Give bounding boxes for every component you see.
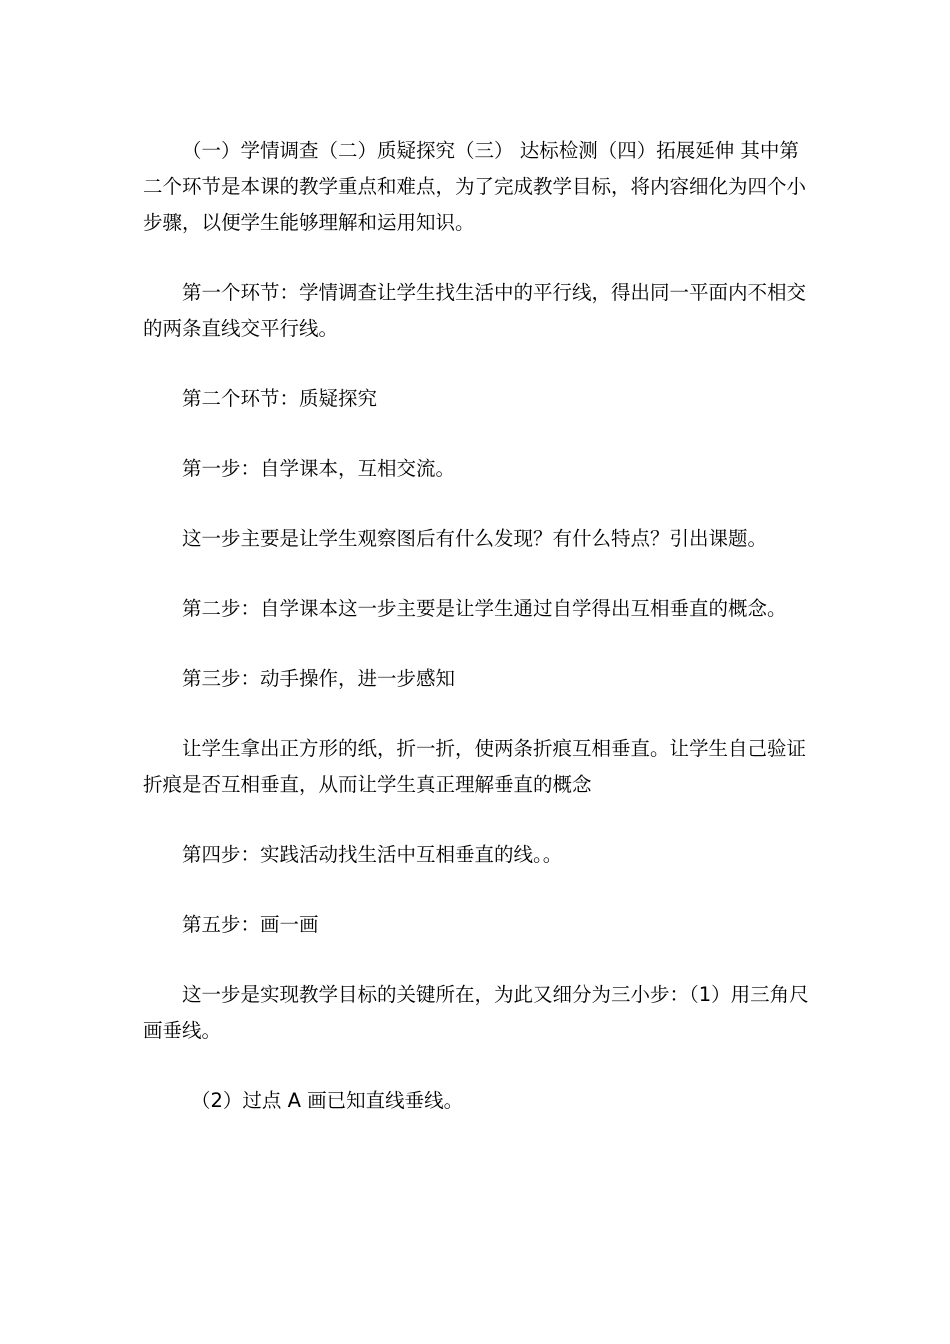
paragraph-step-five: 第五步：画一画 [182, 913, 319, 936]
paragraph-stage-two-heading: 第二个环节：质疑探究 [182, 387, 378, 410]
document-body [143, 133, 810, 1153]
paragraph-step-one-detail: 这一步主要是让学生观察图后有什么发现？有什么特点？引出课题。 [182, 527, 768, 550]
paragraph-step-three: 第三步：动手操作，进一步感知 [182, 667, 456, 690]
paragraph-step-two: 第二步：自学课本这一步主要是让学生通过自学得出互相垂直的概念。 [182, 597, 787, 620]
paragraph-substep-two: （2）过点 A 画已知直线垂线。 [191, 1089, 464, 1112]
paragraph-stage-one: 第一个环节：学情调查让学生找生活中的平行线，得出同一平面内不相交的两条直线交平行线。 [143, 281, 807, 340]
paragraph-intro: （一）学情调查（二）质疑探究（三） 达标检测（四）拓展延伸 其中第二个环节是本课的教学重点和难点，为了完成教学目标，将内容细化为四个小步骤，以便学生能够理解和运用知识。 [143, 139, 807, 234]
paragraph-step-three-detail: 让学生拿出正方形的纸，折一折，使两条折痕互相垂直。让学生自己验证折痕是否互相垂直，从而让学生真正理解垂直的概念 [143, 737, 807, 796]
paragraph-step-one: 第一步：自学课本，互相交流。 [182, 457, 456, 480]
paragraph-step-five-detail: 这一步是实现教学目标的关键所在，为此又细分为三小步：（1）用三角尺画垂线。 [143, 983, 809, 1042]
paragraph-step-four: 第四步：实践活动找生活中互相垂直的线。。 [182, 843, 563, 866]
